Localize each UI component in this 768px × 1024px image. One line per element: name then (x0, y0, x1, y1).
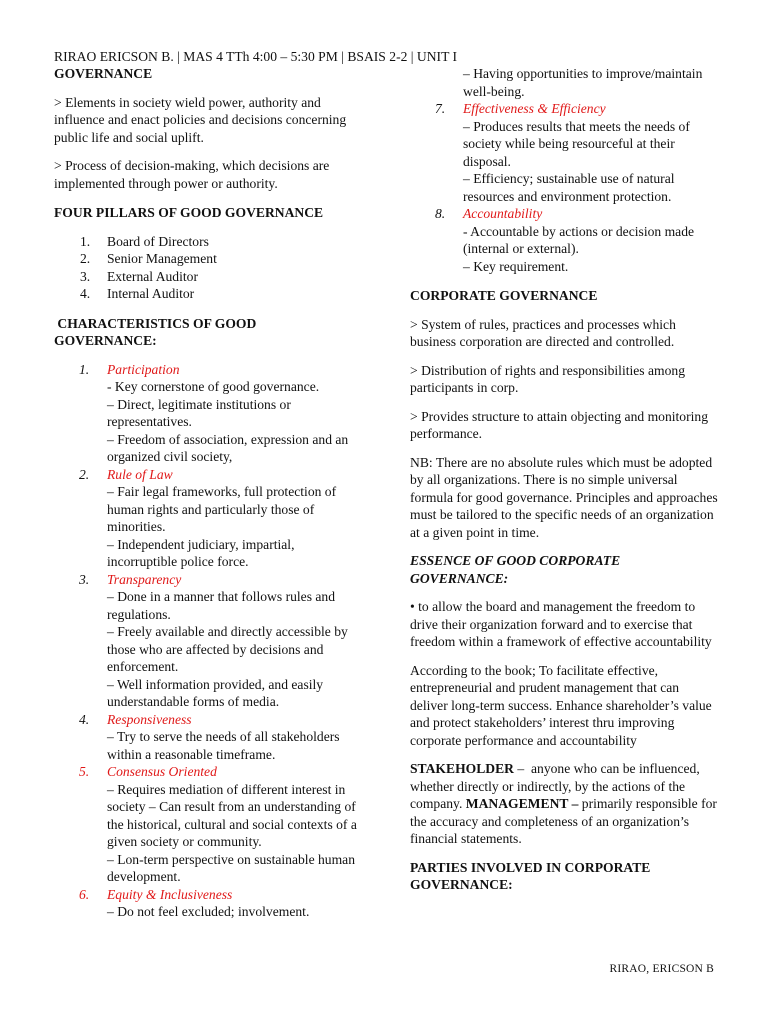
left-column (54, 65, 360, 921)
right-column (410, 65, 720, 894)
pillar-item: 4. Internal Auditor (80, 286, 195, 301)
characteristics-heading: CHARACTERISTICS OF GOOD GOVERNANCE: (54, 315, 260, 348)
characteristic-title: Equity & Inclusiveness (107, 886, 233, 902)
definitions-paragraph (410, 760, 720, 848)
corporate-governance-heading: CORPORATE GOVERNANCE (410, 288, 598, 303)
characteristic-title: Transparency (107, 571, 182, 587)
corporate-paragraph-3: > Provides structure to attain objecting and monitoring performance. (410, 408, 708, 441)
nb-note: NB: There are no absolute rules which must be adopted by all organizations. There is no simple universal formula for good governance. Principles and approaches must be tailored to the specific needs of an organization at a given point in time. (410, 454, 718, 540)
characteristic-item: 4. Responsiveness – Try to serve the needs of all stakeholders within a reasonable timeframe. (79, 711, 340, 762)
page-footer: RIRAO, ERICSON B (609, 963, 714, 975)
essence-heading: ESSENCE OF GOOD CORPORATE GOVERNANCE: (410, 553, 621, 586)
management-term: MANAGEMENT – (465, 796, 579, 811)
characteristic-title: Effectiveness & Efficiency (463, 101, 606, 116)
characteristic-title: Accountability (463, 206, 543, 221)
characteristic-title: Rule of Law (107, 466, 173, 482)
corporate-paragraph-1: > System of rules, practices and processes which business corporation are directed and controlled. (410, 316, 676, 349)
stakeholder-term: STAKEHOLDER (410, 761, 514, 776)
characteristic-item: 8. Accountability - Accountable by actions or decision made (internal or external). – Key requirement. (435, 206, 695, 274)
characteristic-item: 5. Consensus Oriented – Requires mediation of different interest in society – Can result from an understanding of the historical, cultural and social contexts of a given society or community. – Lon-term perspective on sustainable human development. (79, 764, 357, 884)
pillars-heading: FOUR PILLARS OF GOOD GOVERNANCE (54, 205, 324, 220)
pillars-list (54, 233, 360, 303)
stakeholder-definition: – anyone who can be influenced, whether directly or indirectly, by the actions of the company. (410, 761, 704, 811)
pillar-item: 1. Board of Directors (80, 233, 209, 249)
governance-heading: GOVERNANCE (54, 66, 153, 81)
essence-paragraph-1: • to allow the board and management the freedom to drive their organization forward and to exercise that freedom within a framework of effective accountability (410, 599, 712, 649)
characteristic-continuation: – Having opportunities to improve/maintain well-being. (463, 66, 703, 99)
characteristic-item: 7. Effectiveness & Efficiency – Produces results that meets the needs of society while being resourceful at their disposal. – Efficiency; sustainable use of natural resources and environment protection. (435, 101, 690, 204)
page-header: RIRAO ERICSON B. | MAS 4 TTh 4:00 – 5:30 PM | BSAIS 2-2 | UNIT I (54, 49, 458, 64)
governance-paragraph-2: > Process of decision-making, which decisions are implemented through power or authority. (54, 158, 330, 191)
characteristic-item: 2. Rule of Law – Fair legal frameworks, full protection of human rights and particularly those of minorities. – Independent judiciary, impartial, incorruptible police force. (79, 466, 337, 569)
corporate-paragraph-2: > Distribution of rights and responsibilities among participants in corp. (410, 362, 685, 395)
characteristic-title: Participation (107, 361, 180, 377)
pillar-item: 2. Senior Management (80, 251, 217, 266)
parties-heading: PARTIES INVOLVED IN CORPORATE GOVERNANCE: (410, 859, 651, 892)
characteristic-item: 3. Transparency – Done in a manner that follows rules and regulations. – Freely available and directly accessible by those who are affected by decisions and enforcement. – Well information provided, and easily understandable forms of media. (79, 571, 348, 709)
characteristic-item: 1. Participation - Key cornerstone of good governance. – Direct, legitimate institutions or representatives. – Freedom of association, expression and an organized civil society, (79, 361, 349, 464)
governance-paragraph-1: > Elements in society wield power, authority and influence and enact policies and decisions concerning public life and social uplift. (54, 94, 347, 145)
characteristic-title: Consensus Oriented (107, 764, 217, 779)
characteristic-title: Responsiveness (107, 711, 192, 727)
characteristic-item: 6. Equity & Inclusiveness – Do not feel excluded; involvement. (79, 886, 310, 919)
management-definition: primarily responsible for the accuracy and completeness of an organization’s financial statements. (410, 796, 721, 846)
essence-paragraph-2: According to the book; To facilitate effective, entrepreneurial and prudent management that can deliver long-term success. Enhance shareholder’s value and protect stakeholders’ interest thru improving corporate performance and accountability (410, 662, 712, 748)
pillar-item: 3. External Auditor (80, 268, 198, 284)
